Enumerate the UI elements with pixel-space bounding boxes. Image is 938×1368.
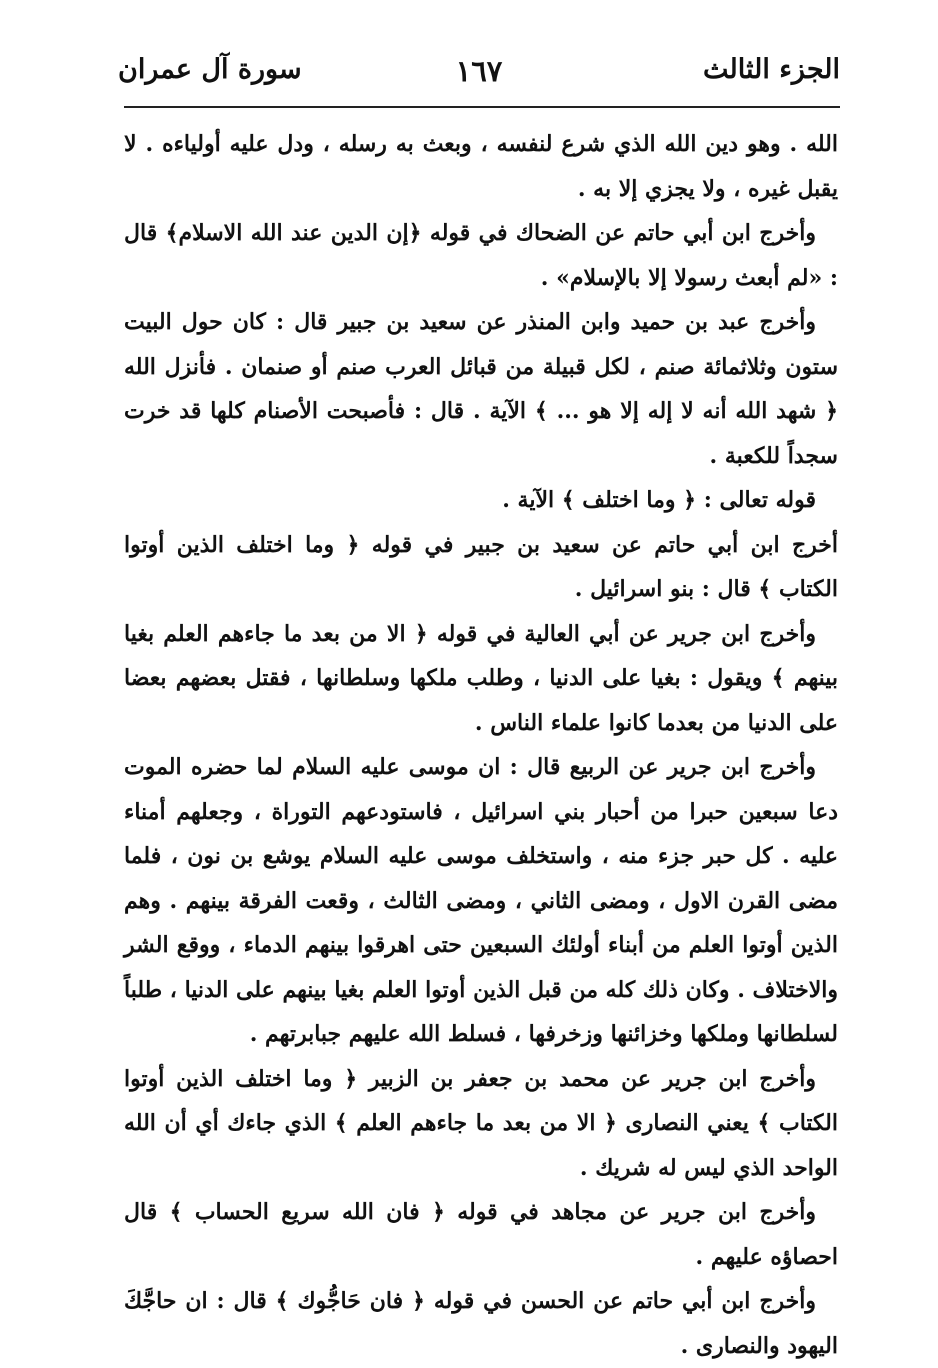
paragraph: وأخرج ابن جرير عن أبي العالية في قوله ﴿ الا من بعد ما جاءهم العلم بغيا بينهم ﴾ ويقول : بغيا على الدنيا ، وطلب ملكها وسلطانها ، فقتل بعضهم بعضا على الدنيا من بعدما كانوا علماء الناس . [124,620,838,736]
part-title: الجزء الثالث [703,54,840,85]
page-header [118,54,840,98]
page-number: ١٦٧ [455,54,503,88]
paragraph: قوله تعالى : ﴿ وما اختلف ﴾ الآية . [502,487,816,513]
header-divider [124,106,840,108]
paragraph: وأخرج ابن جرير عن محمد بن جعفر بن الزبير ﴿ وما اختلف الذين أوتوا الكتاب ﴾ يعني النصارى ﴿ الا من بعد ما جاءهم العلم ﴾ الذي جاءك أي أن الله الواحد الذي ليس له شريك . [124,1065,838,1181]
paragraph: وأخرج ابن أبي حاتم عن الحسن في قوله ﴿ فان حَاجُّوك ﴾ قال : ان حاجَّكَ اليهود والنصارى . [124,1288,838,1359]
paragraph: أخرج ابن أبي حاتم عن سعيد بن جبير في قوله ﴿ وما اختلف الذين أوتوا الكتاب ﴾ قال : بنو اسرائيل . [124,531,838,602]
page-body [124,122,838,1359]
paragraph: وأخرج ابن جرير عن الربيع قال : ان موسى عليه السلام لما حضره الموت دعا سبعين حبرا من أحبار بني اسرائيل ، فاستودعهم التوراة ، وجعلهم أمناء عليه . كل حبر جزء منه ، واستخلف موسى عليه السلام يوشع بن نون ، فلما مضى القرن الاول ، ومضى الثاني ، ومضى الثالث ، وقعت الفرقة بينهم . وهم الذين أوتوا العلم من أبناء أولئك السبعين حتى اهرقوا بينهم الدماء ، ووقع الشر والاختلاف . وكان ذلك كله من قبل الذين أوتوا العلم بغيا بينهم على الدنيا ، طلباً لسلطانها وملكها وخزائنها وزخرفها ، فسلط الله عليهم جبابرتهم . [124,754,838,1047]
paragraph: وأخرج عبد بن حميد وابن المنذر عن سعيد بن جبير قال : كان حول البيت ستون وثلاثمائة صنم ، لكل قبيلة من قبائل العرب صنم أو صنمان . فأنزل الله ﴿ شهد الله أنه لا إله إلا هو ... ﴾ الآية . قال : فأصبحت الأصنام كلها قد خرت سجداً للكعبة . [124,309,838,469]
paragraph: وأخرج ابن أبي حاتم عن الضحاك في قوله ﴿إن الدين عند الله الاسلام﴾ قال : «لم أبعث رسولا إلا بالإسلام» . [124,220,838,291]
paragraph: الله . وهو دين الله الذي شرع لنفسه ، وبعث به رسله ، ودل عليه أولياءه . لا يقبل غيره ، ولا يجزي إلا به . [124,131,838,202]
surah-title: سورة آل عمران [118,54,302,85]
paragraph: وأخرج ابن جرير عن مجاهد في قوله ﴿ فان الله سريع الحساب ﴾ قال احصاؤه عليهم . [124,1199,838,1270]
